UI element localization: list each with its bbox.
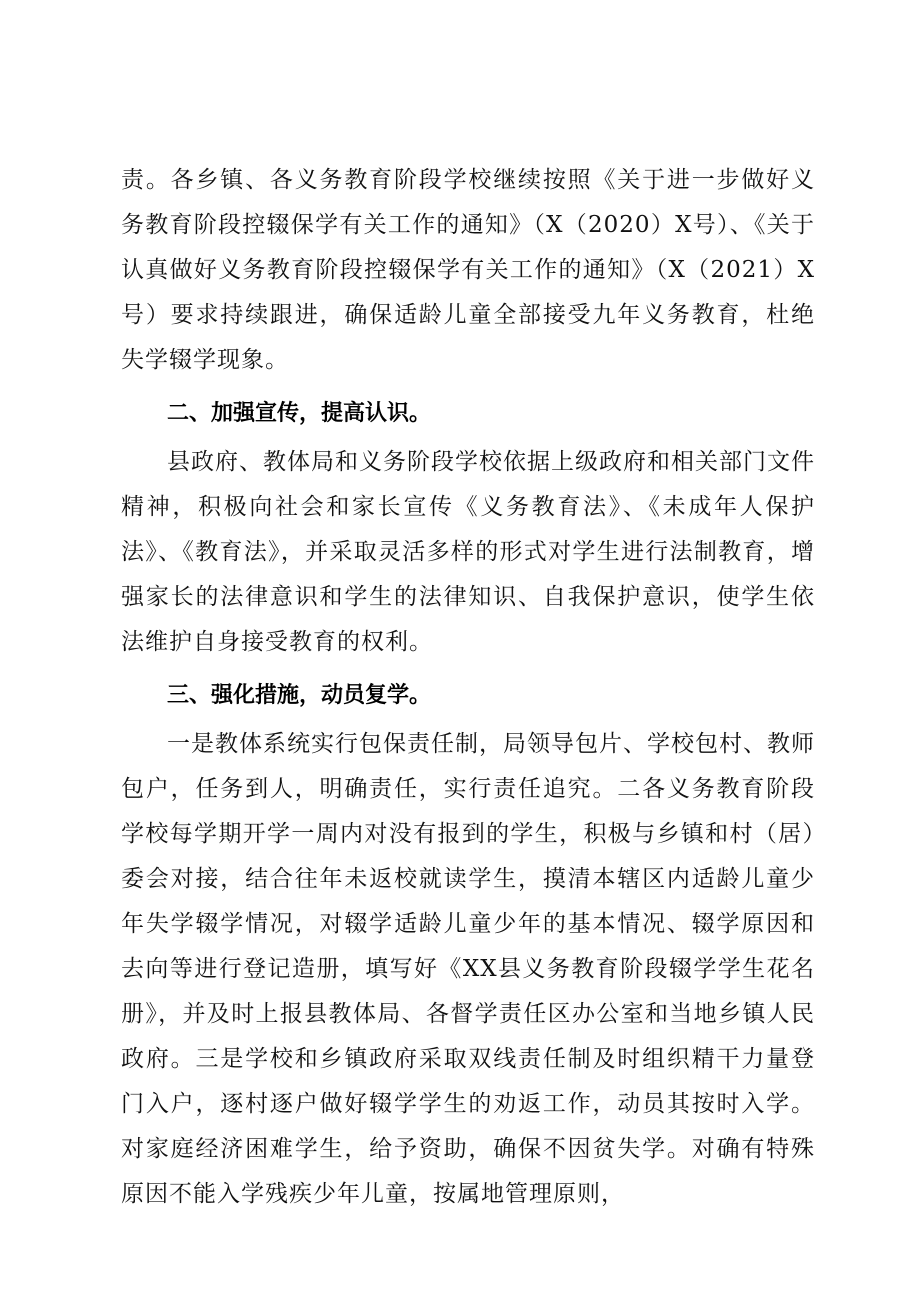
paragraph-continuation: 责。各乡镇、各义务教育阶段学校继续按照《关于进一步做好义务教育阶段控辍保学有关工作的通知》（X（2020）X号）、《关于认真做好义务教育阶段控辍保学有关工作的通知》（X（2021）X号）要求持续跟进，确保适龄儿童全部接受九年义务教育，杜绝失学辍学现象。 xyxy=(121,167,816,373)
section-heading-3: 三、强化措施，动员复学。 xyxy=(167,683,432,708)
section-heading-2: 二、加强宣传，提高认识。 xyxy=(167,401,432,426)
paragraph-publicity: 县政府、教体局和义务阶段学校依据上级政府和相关部门文件精神，积极向社会和家长宣传《义务教育法》、《未成年人保护法》、《教育法》，并采取灵活多样的形式对学生进行法制教育，增强家长的法律意识和学生的法律知识、自我保护意识，使学生依法维护自身接受教育的权利。 xyxy=(121,449,815,655)
paragraph-measures: 一是教体系统实行包保责任制，局领导包片、学校包村、教师包户，任务到人，明确责任，实行责任追究。二各义务教育阶段学校每学期开学一周内对没有报到的学生，积极与乡镇和村（居）委会对接，结合往年未返校就读学生，摸清本辖区内适龄儿童少年失学辍学情况，对辍学适龄儿童少年的基本情况、辍学原因和去向等进行登记造册，填写好《XX县义务教育阶段辍学学生花名册》，并及时上报县教体局、各督学责任区办公室和当地乡镇人民政府。三是学校和乡镇政府采取双线责任制及时组织精干力量登门入户，逐村逐户做好辍学学生的劝返工作，动员其按时入学。对家庭经济困难学生，给予资助，确保不因贫失学。对确有特殊原因不能入学残疾少年儿童，按属地管理原则， xyxy=(121,731,815,1207)
document-body xyxy=(121,158,815,1217)
